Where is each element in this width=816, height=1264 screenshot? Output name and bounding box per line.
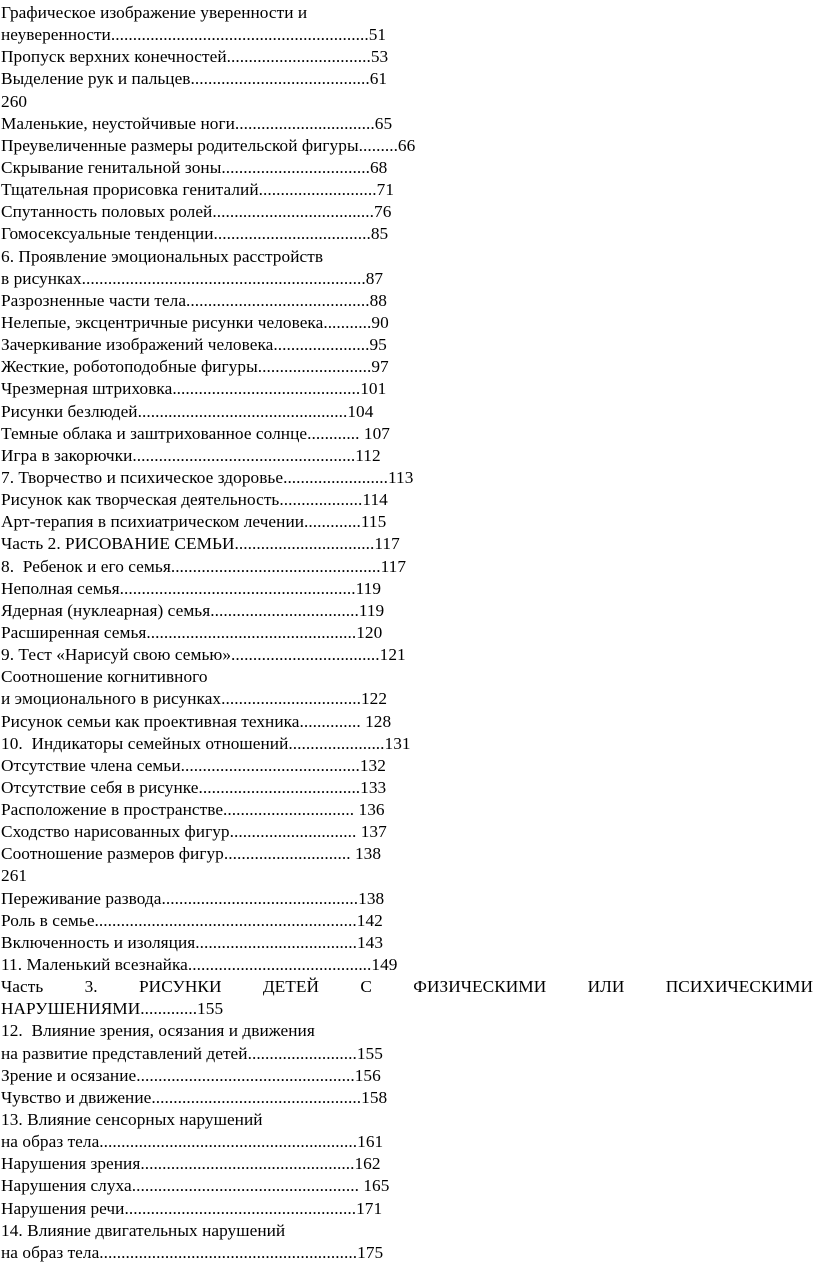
toc-line: 13. Влияние сенсорных нарушений [1,1110,263,1130]
toc-line: 6. Проявление эмоциональных расстройств [1,246,324,266]
toc-line: Сходство нарисованных фигур............................. 137 [1,822,387,842]
toc-line: Расширенная семья................................................120 [1,622,383,642]
toc-line: Спутанность половых ролей.....................................76 [1,202,392,222]
toc-line: Пропуск верхних конечностей.................................53 [1,47,389,67]
toc-line: Часть 3. РИСУНКИ ДЕТЕЙ С ФИЗИЧЕСКИМИ ИЛИ ПСИХИЧЕСКИМИ [1,977,813,997]
toc-line: Соотношение размеров фигур............................. 138 [1,844,382,864]
toc-line: Зрение и осязание..................................................156 [1,1065,381,1085]
toc-line: Темные облака и заштрихованное солнце............ 107 [1,423,390,443]
toc-line: Нелепые, эксцентричные рисунки человека...........90 [1,312,389,332]
toc-line: Нарушения слуха.................................................... 165 [1,1176,390,1196]
toc-line: 12. Влияние зрения, осязания и движения [1,1021,315,1041]
toc-line: Отсутствие члена семьи.........................................132 [1,755,386,775]
toc-line: Игра в закорючки...................................................112 [1,445,381,465]
toc-line: 10. Индикаторы семейных отношений......................131 [1,733,411,753]
toc-line: Переживание развода.............................................138 [1,888,385,908]
toc-line: Отсутствие себя в рисунке.....................................133 [1,777,387,797]
toc-line: НАРУШЕНИЯМИ.............155 [1,999,224,1019]
toc-line: Рисунок семьи как проективная техника.............. 128 [1,711,392,731]
toc-line: Зачеркивание изображений человека......................95 [1,335,387,355]
toc-line: на развитие представлений детей.........................155 [1,1043,383,1063]
toc-line: 7. Творчество и психическое здоровье........................113 [1,467,414,487]
toc-line: Роль в семье............................................................142 [1,910,383,930]
toc-line: в рисунках.................................................................87 [1,268,384,288]
toc-line: Преувеличенные размеры родительской фигуры.........66 [1,135,416,155]
toc-line: Включенность и изоляция.....................................143 [1,932,384,952]
toc-line: 11. Маленький всезнайка..........................................149 [1,955,398,975]
toc-line: Чувство и движение................................................158 [1,1087,388,1107]
toc-line: Нарушения речи.....................................................171 [1,1198,383,1218]
toc-line: Разрозненные части тела..........................................88 [1,290,387,310]
toc-line: 14. Влияние двигательных нарушений [1,1220,286,1240]
toc-line: Соотношение когнитивного [1,667,208,687]
toc-line: неуверенности...........................................................51 [1,25,387,45]
toc-line: Рисунок как творческая деятельность...................114 [1,490,388,510]
toc-line: на образ тела...........................................................161 [1,1132,384,1152]
toc-line: Арт-терапия в психиатрическом лечении.............115 [1,512,387,532]
toc-line: Часть 2. РИСОВАНИЕ СЕМЬИ................................117 [1,534,400,554]
toc-line: 9. Тест «Нарисуй свою семью»..................................121 [1,645,406,665]
toc-line: Чрезмерная штриховка...........................................101 [1,379,387,399]
toc-line: Выделение рук и пальцев.........................................61 [1,69,388,89]
toc-line: и эмоционального в рисунках................................122 [1,689,388,709]
toc-line: Неполная семья......................................................119 [1,578,382,598]
toc-line: Гомосексуальные тенденции....................................85 [1,224,389,244]
toc-line: 260 [1,91,28,111]
toc-line: Рисунки безлюдей................................................104 [1,401,374,421]
toc-line: Нарушения зрения.................................................162 [1,1154,381,1174]
table-of-contents [1,2,813,1264]
toc-line: на образ тела...........................................................175 [1,1242,384,1262]
toc-line: 8. Ребенок и его семья................................................117 [1,556,407,576]
toc-line: Жесткие, роботоподобные фигуры..........................97 [1,357,389,377]
toc-line: Тщательная прорисовка гениталий...........................71 [1,180,395,200]
toc-line: Графическое изображение уверенности и [1,3,308,22]
toc-line: Скрывание генитальной зоны..................................68 [1,157,388,177]
toc-line: 261 [1,866,28,886]
toc-line: Расположение в пространстве.............................. 136 [1,800,385,820]
toc-line: Ядерная (нуклеарная) семья..................................119 [1,600,385,620]
toc-line: Маленькие, неустойчивые ноги................................65 [1,113,393,133]
